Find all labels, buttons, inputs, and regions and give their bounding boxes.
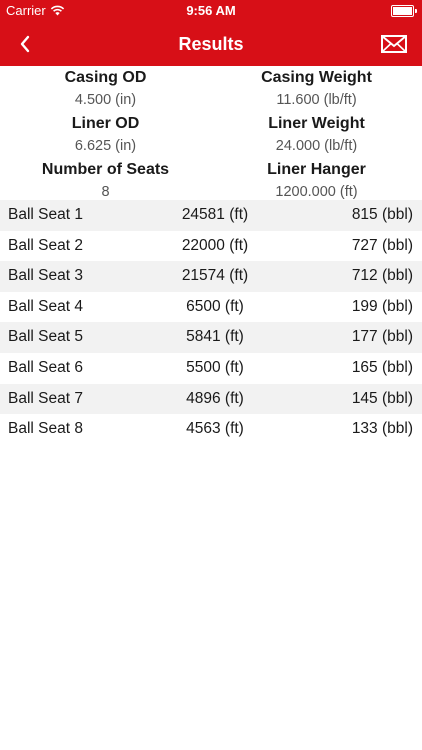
table-row [0, 261, 422, 292]
navigation-bar [0, 22, 422, 66]
battery-icon [391, 5, 414, 17]
number-of-seats-value: 8 [101, 184, 110, 200]
summary-label-row [0, 112, 422, 135]
ball-seat-volume: 145 (bbl) [351, 389, 413, 407]
liner-hanger-value: 1200.000 (ft) [275, 184, 358, 200]
ball-seat-name: Ball Seat 3 [8, 267, 83, 285]
status-time: 9:56 AM [186, 3, 236, 18]
ball-seat-depth: 24581 (ft) [181, 206, 249, 223]
ball-seat-name: Ball Seat 4 [8, 297, 83, 315]
number-of-seats-label: Number of Seats [41, 161, 170, 178]
table-row [0, 231, 422, 262]
email-button[interactable] [380, 32, 408, 56]
table-row [0, 353, 422, 384]
casing-weight-value: 11.600 (lb/ft) [276, 92, 357, 108]
casing-od-label: Casing OD [64, 69, 147, 86]
status-bar [0, 0, 422, 22]
header [0, 0, 422, 66]
carrier-label: Carrier [6, 3, 46, 18]
liner-weight-label: Liner Weight [268, 115, 365, 132]
ball-seat-name: Ball Seat 2 [8, 236, 83, 254]
ball-seat-volume: 727 (bbl) [351, 236, 413, 254]
table-row [0, 200, 422, 231]
summary-section [0, 66, 422, 204]
ball-seat-depth: 5500 (ft) [186, 358, 244, 376]
liner-od-label: Liner OD [71, 115, 140, 132]
ball-seat-depth: 4563 (ft) [186, 420, 244, 438]
ball-seat-volume: 133 (bbl) [351, 420, 413, 438]
summary-value-row [0, 135, 422, 158]
mail-icon [380, 32, 408, 56]
ball-seat-volume: 199 (bbl) [351, 297, 413, 315]
liner-weight-value: 24.000 (lb/ft) [275, 138, 358, 154]
table-row [0, 322, 422, 353]
table-row [0, 414, 422, 445]
summary-label-row [0, 158, 422, 181]
ball-seat-depth: 4896 (ft) [186, 389, 244, 407]
summary-value-row [0, 89, 422, 112]
ball-seat-depth: 5841 (ft) [186, 328, 244, 346]
liner-od-value: 6.625 (in) [74, 138, 137, 154]
ball-seat-name: Ball Seat 8 [8, 420, 83, 438]
ball-seat-name: Ball Seat 5 [8, 328, 83, 346]
ball-seat-volume: 165 (bbl) [351, 358, 413, 376]
ball-seat-volume: 177 (bbl) [351, 328, 413, 346]
ball-seat-depth: 6500 (ft) [186, 297, 244, 315]
ball-seat-name: Ball Seat 7 [8, 389, 83, 407]
ball-seat-name: Ball Seat 1 [8, 206, 83, 223]
summary-label-row [0, 66, 422, 89]
ball-seat-volume: 815 (bbl) [351, 206, 413, 223]
liner-hanger-label: Liner Hanger [267, 161, 366, 178]
casing-weight-label: Casing Weight [261, 69, 372, 86]
table-row [0, 292, 422, 323]
casing-od-value: 4.500 (in) [74, 92, 137, 108]
ball-seat-name: Ball Seat 6 [8, 358, 83, 376]
page-title: Results [178, 34, 244, 54]
table-row [0, 384, 422, 415]
ball-seat-volume: 712 (bbl) [351, 267, 413, 285]
ball-seat-table [0, 200, 422, 445]
ball-seat-depth: 21574 (ft) [181, 267, 249, 285]
ball-seat-depth: 22000 (ft) [181, 236, 249, 254]
